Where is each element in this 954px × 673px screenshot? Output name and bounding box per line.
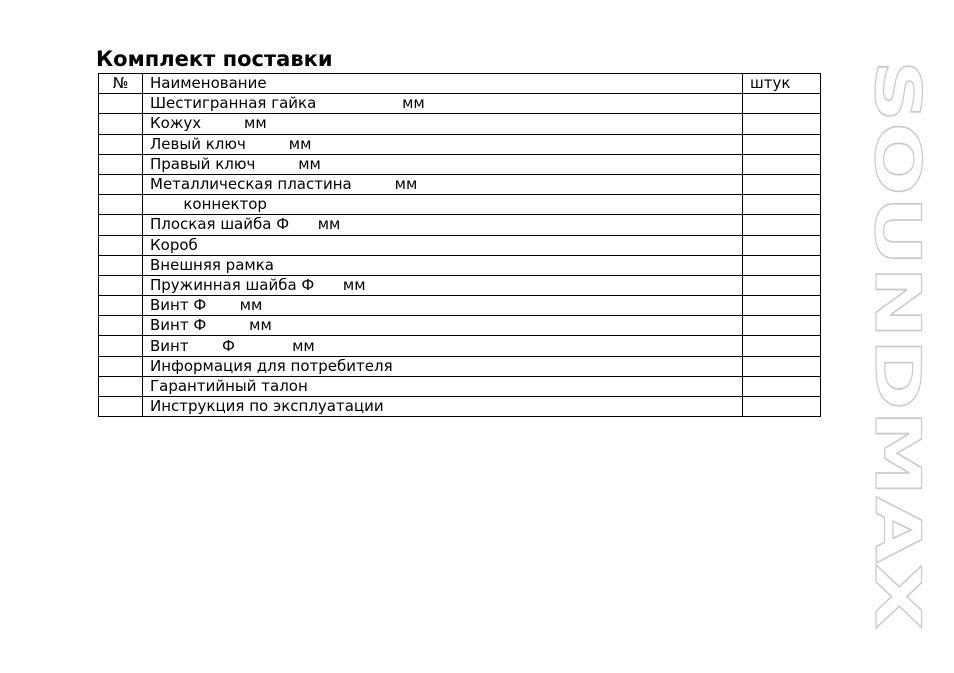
table-row <box>99 215 821 235</box>
row-number-cell <box>99 376 143 396</box>
row-quantity-cell <box>743 154 821 174</box>
row-name-cell: Гарантийный талон <box>143 376 743 396</box>
table-row <box>99 94 821 114</box>
row-name-cell: Информация для потребителя <box>143 356 743 376</box>
row-number-cell <box>99 134 143 154</box>
row-number-cell <box>99 397 143 417</box>
table-row <box>99 376 821 396</box>
row-name-cell: Пружинная шайба Ф мм <box>143 275 743 295</box>
header-number: № <box>99 74 143 94</box>
row-number-cell <box>99 195 143 215</box>
row-quantity-cell <box>743 316 821 336</box>
row-number-cell <box>99 174 143 194</box>
row-quantity-cell <box>743 296 821 316</box>
row-name-cell: Короб <box>143 235 743 255</box>
table-row <box>99 235 821 255</box>
row-name-cell: коннектор <box>143 195 743 215</box>
row-quantity-cell <box>743 195 821 215</box>
table-header-row <box>99 74 821 94</box>
soundmax-logo-watermark <box>861 60 934 630</box>
table-row <box>99 275 821 295</box>
table-row <box>99 356 821 376</box>
row-name-cell: Металлическая пластина мм <box>143 174 743 194</box>
row-number-cell <box>99 154 143 174</box>
row-quantity-cell <box>743 215 821 235</box>
row-name-cell: Кожух мм <box>143 114 743 134</box>
table-row <box>99 296 821 316</box>
soundmax-logo-text: SOUNDMAX <box>861 60 934 469</box>
row-quantity-cell <box>743 397 821 417</box>
table-body <box>99 94 821 417</box>
page-title: Комплект поставки <box>96 47 333 71</box>
row-number-cell <box>99 255 143 275</box>
row-name-cell: Винт Ф мм <box>143 336 743 356</box>
table-row <box>99 397 821 417</box>
row-number-cell <box>99 235 143 255</box>
table-row <box>99 316 821 336</box>
row-quantity-cell <box>743 376 821 396</box>
row-number-cell <box>99 296 143 316</box>
row-name-cell: Инструкция по эксплуатации <box>143 397 743 417</box>
row-name-cell: Винт Ф мм <box>143 316 743 336</box>
row-number-cell <box>99 114 143 134</box>
row-number-cell <box>99 215 143 235</box>
delivery-kit-table <box>98 73 821 417</box>
row-name-cell: Внешняя рамка <box>143 255 743 275</box>
table-row <box>99 134 821 154</box>
row-name-cell: Плоская шайба Ф мм <box>143 215 743 235</box>
table-row <box>99 154 821 174</box>
row-number-cell <box>99 336 143 356</box>
table-row <box>99 195 821 215</box>
row-name-cell: Шестигранная гайка мм <box>143 94 743 114</box>
row-number-cell <box>99 94 143 114</box>
row-number-cell <box>99 316 143 336</box>
header-name: Наименование <box>143 74 743 94</box>
row-quantity-cell <box>743 255 821 275</box>
row-number-cell <box>99 275 143 295</box>
row-quantity-cell <box>743 275 821 295</box>
row-name-cell: Левый ключ мм <box>143 134 743 154</box>
row-name-cell: Винт Ф мм <box>143 296 743 316</box>
row-quantity-cell <box>743 174 821 194</box>
table-row <box>99 255 821 275</box>
row-quantity-cell <box>743 235 821 255</box>
row-quantity-cell <box>743 356 821 376</box>
table-row <box>99 114 821 134</box>
row-quantity-cell <box>743 336 821 356</box>
table-row <box>99 174 821 194</box>
row-quantity-cell <box>743 94 821 114</box>
header-quantity: штук <box>743 74 821 94</box>
row-name-cell: Правый ключ мм <box>143 154 743 174</box>
row-quantity-cell <box>743 134 821 154</box>
table-row <box>99 336 821 356</box>
row-number-cell <box>99 356 143 376</box>
row-quantity-cell <box>743 114 821 134</box>
